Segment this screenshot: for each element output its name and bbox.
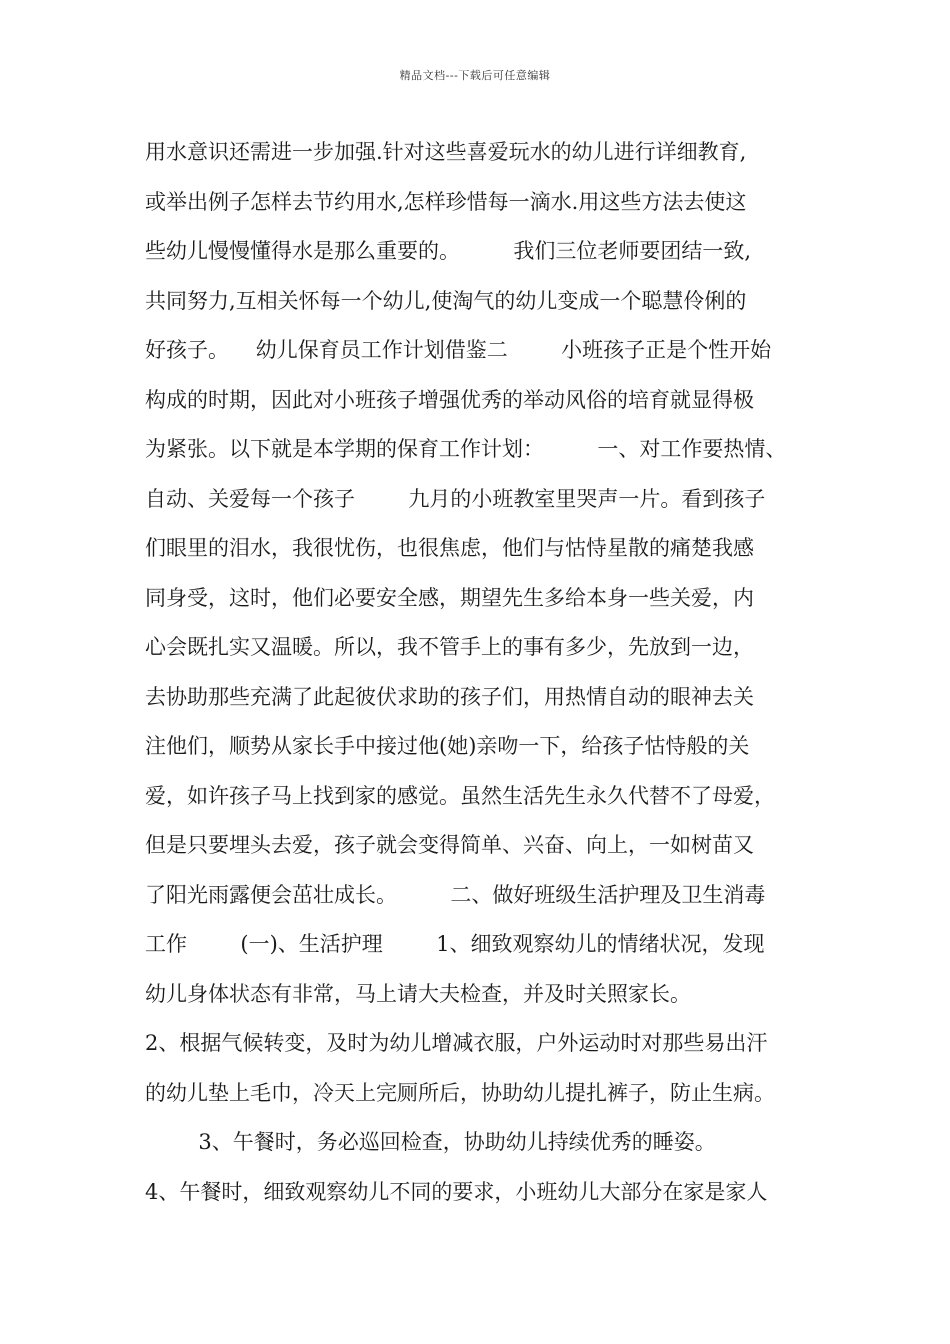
text-line: 些幼儿慢慢懂得水是那么重要的。 我们三位老师要团结一致, <box>145 239 752 263</box>
text-line: 为紧张。以下就是本学期的保育工作计划： 一、对工作要热情、 <box>145 437 787 461</box>
text-line: 工作 (一)、生活护理 1、细致观察幼儿的情绪状况，发现 <box>145 932 765 956</box>
text-line: 构成的时期，因此对小班孩子增强优秀的举动风俗的培育就显得极 <box>145 387 754 412</box>
text-line: 注他们，顺势从家长手中接过他(她)亲吻一下，给孩子怙恃般的关 <box>145 734 750 758</box>
text-line: 好孩子。 幼儿保育员工作计划借鉴二 小班孩子正是个性开始 <box>145 338 772 362</box>
text-line: 的幼儿垫上毛巾，冷天上完厕所后，协助幼儿提扎裤子，防止生病。 <box>145 1080 775 1105</box>
text-line: 3、午餐时，务必巡回检查，协助幼儿持续优秀的睡姿。 <box>145 1130 716 1154</box>
text-line: 或举出例子怎样去节约用水,怎样珍惜每一滴水.用这些方法去使这 <box>145 189 747 214</box>
text-line: 4、午餐时，细致观察幼儿不同的要求，小班幼儿大部分在家是家人 <box>145 1179 768 1204</box>
text-line: 同身受，这时，他们必要安全感，期望先生多给本身一些关爱，内 <box>145 585 754 610</box>
text-line: 了阳光雨露便会茁壮成长。 二、做好班级生活护理及卫生消毒 <box>145 882 766 907</box>
text-line: 2、根据气候转变，及时为幼儿增减衣服，户外运动时对那些易出汗 <box>145 1031 768 1055</box>
text-line: 自动、关爱每一个孩子 九月的小班教室里哭声一片。看到孩子 <box>145 486 766 511</box>
text-line: 爱，如许孩子马上找到家的感觉。虽然生活先生永久代替不了母爱， <box>145 783 775 808</box>
text-line: 用水意识还需进一步加强.针对这些喜爱玩水的幼儿进行详细教育, <box>145 140 747 164</box>
document-body <box>145 128 835 1217</box>
text-line: 共同努力,互相关怀每一个幼儿,使淘气的幼儿变成一个聪慧伶俐的 <box>145 288 747 313</box>
text-line: 幼儿身体状态有非常，马上请大夫检查，并及时关照家长。 <box>145 981 691 1006</box>
text-line: 心会既扎实又温暖。所以，我不管手上的事有多少，先放到一边， <box>145 635 754 659</box>
text-line: 们眼里的泪水，我很忧伤，也很焦虑，他们与怙恃星散的痛楚我感 <box>145 536 754 560</box>
text-line: 但是只要埋头去爱，孩子就会变得简单、兴奋、向上，一如树苗又 <box>145 833 754 857</box>
text-line: 去协助那些充满了此起彼伏求助的孩子们，用热情自动的眼神去关 <box>145 684 754 709</box>
page-header: 精品文档---下载后可任意编辑 <box>399 69 551 82</box>
